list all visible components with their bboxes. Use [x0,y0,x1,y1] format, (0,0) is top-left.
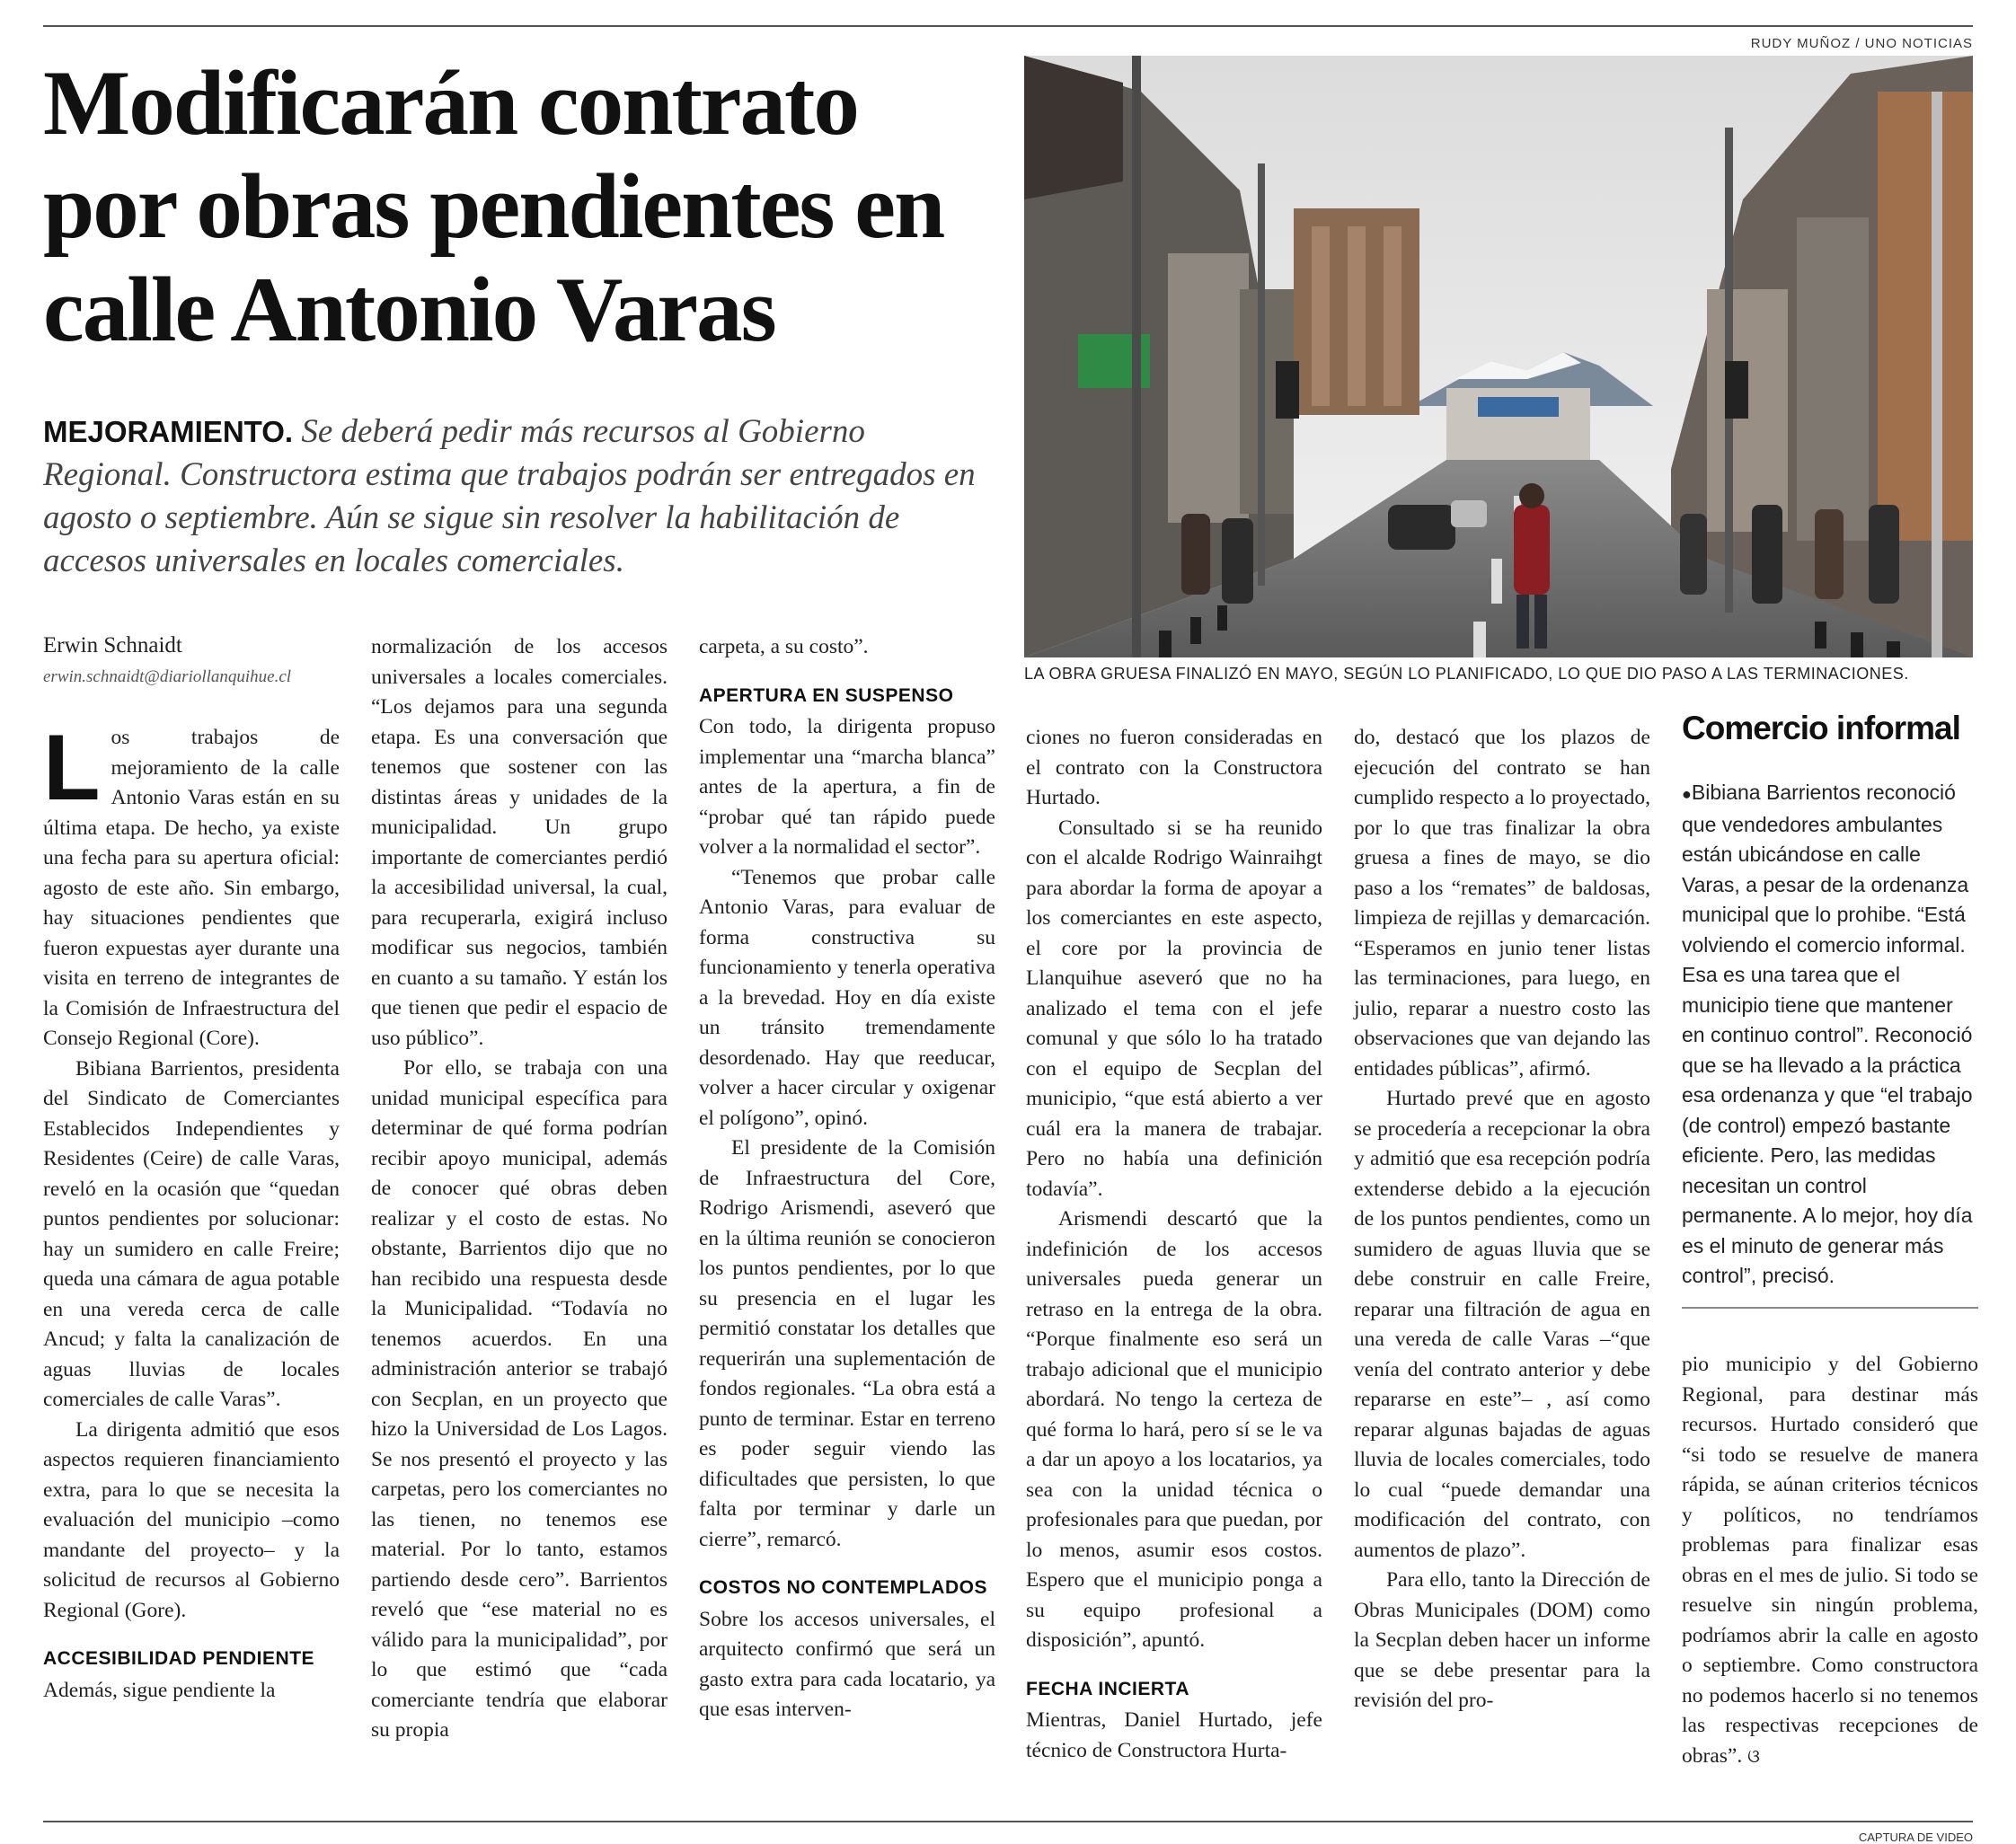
paragraph: “Tenemos que probar calle Antonio Varas, para evaluar de forma constructiva su funcionamiento y tenerla operativa a la brevedad. Hoy en día existe un tránsito tremendamente desordenado. Hay que reeducar, volver a hacer circular y oxigenar el polígono”, opinó. [699,865,995,1130]
paragraph [43,716,340,1054]
drop-cap: L [43,716,101,820]
author-name: Erwin Schnaidt [43,633,182,657]
paragraph: Mientras, Daniel Hurtado, jefe técnico de Constructora Hurta- [1026,1708,1322,1762]
headline: Modificarán contrato por obras pendientes en calle Antonio Varas [43,52,944,361]
paragraph: Sobre los accesos universales, el arquitecto confirmó que será un gasto extra para cada locatario, ya que esas interven- [699,1607,995,1721]
paragraph: do, destacó que los plazos de ejecución del contrato se han cumplido respecto a lo proyectado, por lo que tras finalizar la obra gruesa a fines de mayo, se dio paso a los “remates” de baldosas, limpieza de rejillas y demarcación. “Esperamos en junio tener listas las terminaciones, para luego, en julio, reparar a nuestro costo las observaciones que van dejando las entidades públicas”, afirmó. [1354,726,1650,1081]
end-mark-icon: ଓ [1747,1746,1760,1767]
column-4 [1026,723,1322,1766]
paragraph: La dirigenta admitió que esos aspectos requieren financiamiento extra, para lo que se necesita la evaluación del municipio –como mandante del proyecto– y la solicitud de recursos al Gobierno Regional (Gore). [43,1417,340,1622]
paragraph: ciones no fueron consideradas en el contrato con la Constructora Hurtado. [1026,726,1322,809]
column-2 [371,632,668,1746]
paragraph: carpeta, a su costo”. [699,635,869,658]
sidebar-paragraph-text: Bibiana Barrientos reconoció que vendedores ambulantes están ubicándose en calle Varas, a pesar de la ordenanza municipal que lo prohibe. “Está volviendo el comercio informal. Esa es una tarea que el municipio tiene que mantener en continuo control”. Reconoció que se ha llevado a la práctica esa ordenanza y que “el trabajo (de control) empezó bastante eficiente. Pero, las medidas necesitan un control permanente. A lo mejor, hoy día es el minuto de generar más control”, precisó. [1682,781,1973,1287]
street-photo [1024,56,1973,657]
paragraph-text: os trabajos de mejoramiento de la calle Antonio Varas están en su última etapa. De hecho, ya existe una fecha para su apertura oficial: agosto de este año. Sin embargo, hay situaciones pendientes que fueron expuestas ayer durante una visita en terreno de integrantes de la Comisión de Infraestructura del Consejo Regional (Core). [43,726,340,1050]
paragraph: Con todo, la dirigenta propuso implementar una “marcha blanca” antes de la apertura, a fin de “probar qué tan rápido puede volver a la normalidad el sector”. [699,715,995,859]
sidebar-text [1682,778,1978,1292]
paragraph: El presidente de la Comisión de Infraestructura del Core, Rodrigo Arismendi, aseveró que en la última reunión se conocieron los puntos pendientes, por lo que su presencia en el lugar les permitió constatar los detalles que requerirán una suplementación de fondos regionales. “La obra está a punto de terminar. Estar en terreno es poder seguir viendo las dificultades que persisten, lo que falta por terminar y darle un cierre”, remarcó. [699,1136,995,1551]
top-rule [43,25,1973,27]
subhead-accesibilidad: ACCESIBILIDAD PENDIENTE [43,1648,315,1669]
sidebar-divider [1682,1307,1978,1309]
paragraph-text: pio municipio y del Gobierno Regional, para destinar más recursos. Hurtado consideró que “si todo se resuelve de manera rápida, se aúnan criterios técnicos y políticos, no tendríamos problemas para finalizar esas obras en el mes de julio. Si todo se resuelve sin ningún problema, podríamos abrir la calle en agosto o septiembre. Como constructora no podemos hacerlo si no tenemos las respectivas recepciones de obras”. [1682,1353,1978,1768]
column-3 [699,632,995,1725]
sidebar-title: Comercio informal [1682,710,1960,746]
photo-caption: LA OBRA GRUESA FINALIZÓ EN MAYO, SEGÚN LO PLANIFICADO, LO QUE DIO PASO A LAS TERMINACIONES. [1024,665,1909,683]
street-photo-illustration [1024,56,1973,657]
paragraph [1682,1350,1978,1772]
deck-text: Se deberá pedir más recursos al Gobierno Regional. Constructora estima que trabajos podrán ser entregados en agosto o septiembre. Aún se sigue sin resolver la habilitación de accesos universales en locales comerciales. [43,413,976,579]
subhead-apertura: APERTURA EN SUSPENSO [699,684,954,706]
photo-credit: RUDY MUÑOZ / UNO NOTICIAS [1750,36,1973,51]
paragraph: Por ello, se trabaja con una unidad municipal específica para determinar de qué forma podrían recibir apoyo municipal, además de conocer qué obras deben realizar y el costo de estas. No obstante, Barrientos dijo que no han recibido una respuesta desde la Municipalidad. “Todavía no tenemos acuerdos. En una administración anterior se trabajó con Secplan, en un proyecto que hizo la Universidad de Los Lagos. Se nos presentó el proyecto y las carpetas, pero los comerciantes no las tienen, no tenemos ese material. Por lo tanto, estamos partiendo desde cero”. Barrientos reveló que “ese material no es válido para la municipalidad”, por lo que estimó que “cada comerciante tendría que elaborar su propia [371,1056,668,1742]
author-email: erwin.schnaidt@diariollanquihue.cl [43,667,292,686]
paragraph: normalización de los accesos universales a locales comerciales. “Los dejamos para una segunda etapa. Es una conversación que tenemos que sostener con las distintas áreas y unidades de la municipalidad. Un grupo importante de comerciantes perdió la accesibilidad universal, la cual, para recuperarla, exigirá incluso modificar sus negocios, también en cuanto a su tamaño. Y están los que tienen que pedir el espacio de uso público”. [371,635,668,1050]
paragraph: Consultado si se ha reunido con el alcalde Rodrigo Wainraihgt para abordar la forma de apoyar a los comerciantes en este aspecto, el core por la provincia de Llanquihue aseveró que no ha analizado el tema con el jefe comunal y que sólo lo ha tratado con el equipo de Secplan del municipio, “que está abierto a ver cuál era la manera de trabajar. Pero no había una definición todavía”. [1026,816,1322,1201]
paragraph: Además, sigue pendiente la [43,1678,276,1702]
deck [43,410,995,583]
bullet-icon: ● [1682,785,1692,803]
bottom-rule [43,1821,1973,1822]
footer-note: CAPTURA DE VIDEO [1858,1831,1973,1844]
column-5 [1354,723,1650,1716]
sidebar-paragraph [1682,778,1978,1292]
paragraph: Hurtado prevé que en agosto se procedería a recepcionar la obra y admitió que esa recepción podría extenderse debido a la ejecución de los puntos pendientes, como un sumidero de aguas lluvia que se debe construir en calle Freire, reparar una filtración de agua en una vereda de calle Varas –“que venía del contrato anterior y debe repararse en este”– , así como reparar algunas bajadas de aguas lluvia de locales comerciales, todo lo cual “puede demandar una modificación del contrato, con aumentos de plazo”. [1354,1087,1650,1562]
subhead-costos: COSTOS NO CONTEMPLADOS [699,1577,987,1598]
paragraph: Bibiana Barrientos, presidenta del Sindicato de Comerciantes Establecidos Independientes y Residentes (Ceire) de calle Varas, reveló en la ocasión que “quedan puntos pendientes por solucionar: hay un sumidero en calle Freire; queda una cámara de agua potable en una vereda cerca de calle Ancud; y falta la canalización de aguas lluvias de locales comerciales de calle Varas”. [43,1056,340,1411]
byline [43,633,349,687]
subhead-fecha: FECHA INCIERTA [1026,1678,1189,1699]
column-6 [1682,1350,1978,1772]
paragraph: Arismendi descartó que la indefinición de los accesos universales pueda generar un retraso en la entrega de la obra. “Porque finalmente eso será un trabajo adicional que el municipio abordará. No tengo la certeza de qué forma lo hará, pero sí se le va a dar un apoyo a los locatarios, ya sea con la unidad técnica o profesionales para que puedan, por lo menos, asumir esos costos. Espero que el municipio ponga a su equipo profesional a disposición”, apuntó. [1026,1207,1322,1652]
deck-kicker: MEJORAMIENTO. [43,415,294,448]
paragraph: Para ello, tanto la Dirección de Obras Municipales (DOM) como la Secplan deben hacer un informe que se debe presentar para la revisión del pro- [1354,1568,1650,1712]
column-1 [43,716,340,1706]
